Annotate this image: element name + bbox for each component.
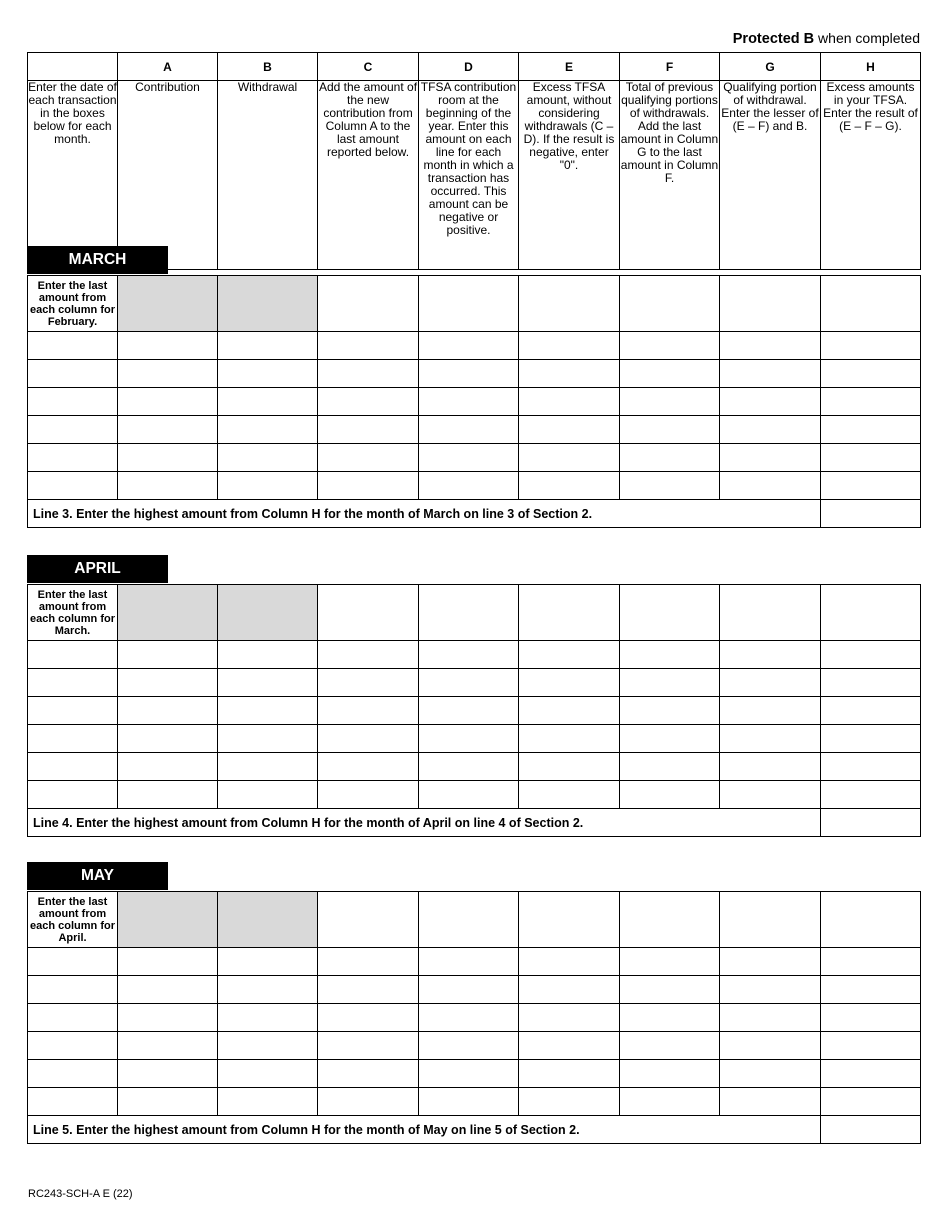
date-cell[interactable]: [28, 697, 118, 725]
amount-cell-h[interactable]: [821, 948, 921, 976]
column-letter-b: B: [218, 53, 318, 81]
may-carry-forward-row: [28, 892, 921, 948]
amount-cell-f[interactable]: [620, 444, 720, 472]
amount-cell-f[interactable]: [620, 360, 720, 388]
carry-forward-cell-f[interactable]: [620, 585, 720, 641]
amount-cell-f[interactable]: [620, 725, 720, 753]
amount-cell-b[interactable]: [218, 1088, 318, 1116]
column-letter-h: H: [821, 53, 921, 81]
date-cell[interactable]: [28, 641, 118, 669]
column-h-description: Excess amounts in your TFSA. Enter the result of (E – F – G).: [821, 81, 921, 270]
amount-cell-h[interactable]: [821, 444, 921, 472]
date-cell[interactable]: [28, 1060, 118, 1088]
line-amount-cell[interactable]: [821, 500, 921, 528]
amount-cell-f[interactable]: [620, 781, 720, 809]
amount-cell-f[interactable]: [620, 332, 720, 360]
date-cell[interactable]: [28, 781, 118, 809]
amount-cell-f[interactable]: [620, 669, 720, 697]
date-cell[interactable]: [28, 1088, 118, 1116]
transaction-row: [28, 1088, 921, 1116]
amount-cell-c[interactable]: [318, 444, 419, 472]
carry-forward-cell-d[interactable]: [419, 276, 519, 332]
amount-cell-c[interactable]: [318, 781, 419, 809]
amount-cell-g[interactable]: [720, 669, 821, 697]
amount-cell-b[interactable]: [218, 753, 318, 781]
column-d-description: TFSA contribution room at the beginning of the year. Enter this amount on each line for each month in which a transaction has occurred. This amount can be negative or positive.: [419, 81, 519, 270]
amount-cell-c[interactable]: [318, 753, 419, 781]
amount-cell-a[interactable]: [118, 360, 218, 388]
amount-cell-a[interactable]: [118, 1060, 218, 1088]
amount-cell-h[interactable]: [821, 781, 921, 809]
amount-cell-d[interactable]: [419, 669, 519, 697]
amount-cell-h[interactable]: [821, 1060, 921, 1088]
amount-cell-f[interactable]: [620, 416, 720, 444]
carry-forward-cell-c[interactable]: [318, 276, 419, 332]
amount-cell-g[interactable]: [720, 444, 821, 472]
amount-cell-a[interactable]: [118, 472, 218, 500]
amount-cell-d[interactable]: [419, 472, 519, 500]
amount-cell-c[interactable]: [318, 360, 419, 388]
line-instruction: Line 4. Enter the highest amount from Column H for the month of April on line 4 of Section 2.: [28, 809, 821, 837]
date-cell[interactable]: [28, 416, 118, 444]
amount-cell-b[interactable]: [218, 669, 318, 697]
may-month-header: MAY: [27, 862, 168, 890]
transaction-row: [28, 725, 921, 753]
carry-forward-cell-d[interactable]: [419, 585, 519, 641]
amount-cell-d[interactable]: [419, 753, 519, 781]
amount-cell-b[interactable]: [218, 948, 318, 976]
amount-cell-h[interactable]: [821, 332, 921, 360]
amount-cell-g[interactable]: [720, 976, 821, 1004]
column-letters-row: [28, 53, 921, 81]
amount-cell-d[interactable]: [419, 725, 519, 753]
amount-cell-h[interactable]: [821, 669, 921, 697]
amount-cell-h[interactable]: [821, 360, 921, 388]
amount-cell-e[interactable]: [519, 472, 620, 500]
march-month-header: MARCH: [27, 246, 168, 274]
april-line-row: [28, 809, 921, 837]
carry-forward-cell-h[interactable]: [821, 585, 921, 641]
amount-cell-e[interactable]: [519, 669, 620, 697]
date-cell[interactable]: [28, 332, 118, 360]
carry-forward-cell-e[interactable]: [519, 892, 620, 948]
amount-cell-c[interactable]: [318, 472, 419, 500]
column-descriptions-row: [28, 81, 921, 270]
column-letter-f: F: [620, 53, 720, 81]
amount-cell-f[interactable]: [620, 388, 720, 416]
amount-cell-c[interactable]: [318, 1060, 419, 1088]
amount-cell-g[interactable]: [720, 641, 821, 669]
amount-cell-a[interactable]: [118, 641, 218, 669]
date-cell[interactable]: [28, 753, 118, 781]
amount-cell-e[interactable]: [519, 444, 620, 472]
column-e-description: Excess TFSA amount, without considering withdrawals (C – D). If the result is negative, enter "0".: [519, 81, 620, 270]
amount-cell-b[interactable]: [218, 444, 318, 472]
amount-cell-d[interactable]: [419, 697, 519, 725]
amount-cell-a[interactable]: [118, 416, 218, 444]
amount-cell-e[interactable]: [519, 1032, 620, 1060]
transaction-row: [28, 1060, 921, 1088]
amount-cell-h[interactable]: [821, 697, 921, 725]
amount-cell-g[interactable]: [720, 753, 821, 781]
column-letter-d: D: [419, 53, 519, 81]
amount-cell-d[interactable]: [419, 1004, 519, 1032]
carry-forward-cell-h[interactable]: [821, 892, 921, 948]
carry-forward-cell-g[interactable]: [720, 892, 821, 948]
shaded-cell-b: [218, 892, 318, 948]
amount-cell-d[interactable]: [419, 976, 519, 1004]
amount-cell-d[interactable]: [419, 332, 519, 360]
amount-cell-b[interactable]: [218, 641, 318, 669]
date-cell[interactable]: [28, 360, 118, 388]
shaded-cell-b: [218, 276, 318, 332]
amount-cell-e[interactable]: [519, 1004, 620, 1032]
amount-cell-a[interactable]: [118, 781, 218, 809]
amount-cell-a[interactable]: [118, 976, 218, 1004]
transaction-row: [28, 416, 921, 444]
amount-cell-d[interactable]: [419, 416, 519, 444]
amount-cell-h[interactable]: [821, 1032, 921, 1060]
amount-cell-f[interactable]: [620, 948, 720, 976]
carry-forward-cell-g[interactable]: [720, 276, 821, 332]
amount-cell-g[interactable]: [720, 1088, 821, 1116]
amount-cell-b[interactable]: [218, 388, 318, 416]
amount-cell-c[interactable]: [318, 976, 419, 1004]
date-cell[interactable]: [28, 976, 118, 1004]
amount-cell-g[interactable]: [720, 948, 821, 976]
amount-cell-h[interactable]: [821, 472, 921, 500]
amount-cell-f[interactable]: [620, 697, 720, 725]
amount-cell-b[interactable]: [218, 1060, 318, 1088]
column-a-description: Contribution: [118, 81, 218, 270]
transaction-row: [28, 444, 921, 472]
shaded-cell-a: [118, 276, 218, 332]
amount-cell-b[interactable]: [218, 360, 318, 388]
amount-cell-d[interactable]: [419, 1032, 519, 1060]
amount-cell-a[interactable]: [118, 1088, 218, 1116]
amount-cell-a[interactable]: [118, 753, 218, 781]
amount-cell-g[interactable]: [720, 1060, 821, 1088]
amount-cell-e[interactable]: [519, 416, 620, 444]
amount-cell-e[interactable]: [519, 1088, 620, 1116]
date-cell[interactable]: [28, 472, 118, 500]
amount-cell-g[interactable]: [720, 1032, 821, 1060]
amount-cell-a[interactable]: [118, 697, 218, 725]
amount-cell-g[interactable]: [720, 472, 821, 500]
amount-cell-c[interactable]: [318, 948, 419, 976]
amount-cell-e[interactable]: [519, 725, 620, 753]
column-letter-e: E: [519, 53, 620, 81]
carry-forward-cell-h[interactable]: [821, 276, 921, 332]
amount-cell-g[interactable]: [720, 416, 821, 444]
date-cell[interactable]: [28, 1032, 118, 1060]
transaction-row: [28, 976, 921, 1004]
amount-cell-h[interactable]: [821, 976, 921, 1004]
amount-cell-c[interactable]: [318, 388, 419, 416]
transaction-row: [28, 388, 921, 416]
transaction-row: [28, 1004, 921, 1032]
amount-cell-e[interactable]: [519, 781, 620, 809]
amount-cell-h[interactable]: [821, 1004, 921, 1032]
transaction-row: [28, 697, 921, 725]
may-line-row: [28, 1116, 921, 1144]
carry-forward-cell-e[interactable]: [519, 276, 620, 332]
amount-cell-f[interactable]: [620, 472, 720, 500]
amount-cell-e[interactable]: [519, 697, 620, 725]
amount-cell-d[interactable]: [419, 388, 519, 416]
amount-cell-e[interactable]: [519, 948, 620, 976]
date-column-description: Enter the date of each transaction in the boxes below for each month.: [28, 81, 118, 270]
protected-suffix: when completed: [814, 30, 920, 46]
amount-cell-c[interactable]: [318, 1032, 419, 1060]
amount-cell-a[interactable]: [118, 332, 218, 360]
carry-forward-label: Enter the last amount from each column for April.: [28, 892, 118, 948]
carry-forward-cell-g[interactable]: [720, 585, 821, 641]
amount-cell-d[interactable]: [419, 1060, 519, 1088]
shaded-cell-a: [118, 585, 218, 641]
protected-label: Protected B: [732, 31, 815, 47]
transaction-row: [28, 332, 921, 360]
amount-cell-d[interactable]: [419, 360, 519, 388]
column-f-description: Total of previous qualifying portions of withdrawals. Add the last amount in Column G to the last amount in Column F.: [620, 81, 720, 270]
amount-cell-a[interactable]: [118, 1032, 218, 1060]
amount-cell-g[interactable]: [720, 697, 821, 725]
amount-cell-a[interactable]: [118, 444, 218, 472]
date-cell[interactable]: [28, 725, 118, 753]
date-cell[interactable]: [28, 1004, 118, 1032]
date-cell[interactable]: [28, 388, 118, 416]
transaction-row: [28, 1032, 921, 1060]
april-table: [27, 584, 921, 837]
column-letter-blank: [28, 53, 118, 81]
amount-cell-b[interactable]: [218, 1032, 318, 1060]
amount-cell-c[interactable]: [318, 641, 419, 669]
amount-cell-e[interactable]: [519, 332, 620, 360]
shaded-cell-b: [218, 585, 318, 641]
amount-cell-a[interactable]: [118, 948, 218, 976]
amount-cell-e[interactable]: [519, 360, 620, 388]
march-carry-forward-row: [28, 276, 921, 332]
amount-cell-b[interactable]: [218, 416, 318, 444]
column-b-description: Withdrawal: [218, 81, 318, 270]
carry-forward-label: Enter the last amount from each column for March.: [28, 585, 118, 641]
march-line-row: [28, 500, 921, 528]
amount-cell-g[interactable]: [720, 725, 821, 753]
amount-cell-g[interactable]: [720, 332, 821, 360]
carry-forward-cell-d[interactable]: [419, 892, 519, 948]
transaction-row: [28, 669, 921, 697]
transaction-row: [28, 753, 921, 781]
line-amount-cell[interactable]: [821, 1116, 921, 1144]
amount-cell-g[interactable]: [720, 360, 821, 388]
date-cell[interactable]: [28, 948, 118, 976]
amount-cell-b[interactable]: [218, 976, 318, 1004]
amount-cell-a[interactable]: [118, 388, 218, 416]
amount-cell-c[interactable]: [318, 725, 419, 753]
carry-forward-cell-c[interactable]: [318, 892, 419, 948]
amount-cell-c[interactable]: [318, 416, 419, 444]
amount-cell-d[interactable]: [419, 641, 519, 669]
line-instruction: Line 3. Enter the highest amount from Column H for the month of March on line 3 of Section 2.: [28, 500, 821, 528]
carry-forward-cell-f[interactable]: [620, 892, 720, 948]
column-letter-c: C: [318, 53, 419, 81]
column-header-table: [27, 52, 921, 270]
amount-cell-d[interactable]: [419, 948, 519, 976]
amount-cell-f[interactable]: [620, 976, 720, 1004]
amount-cell-f[interactable]: [620, 641, 720, 669]
amount-cell-f[interactable]: [620, 753, 720, 781]
march-table: [27, 275, 921, 528]
amount-cell-h[interactable]: [821, 1088, 921, 1116]
amount-cell-d[interactable]: [419, 781, 519, 809]
protected-b-notice: [733, 30, 920, 47]
transaction-row: [28, 472, 921, 500]
amount-cell-b[interactable]: [218, 1004, 318, 1032]
amount-cell-h[interactable]: [821, 641, 921, 669]
transaction-row: [28, 360, 921, 388]
april-month-header: APRIL: [27, 555, 168, 583]
amount-cell-e[interactable]: [519, 976, 620, 1004]
amount-cell-h[interactable]: [821, 725, 921, 753]
amount-cell-f[interactable]: [620, 1032, 720, 1060]
amount-cell-g[interactable]: [720, 1004, 821, 1032]
amount-cell-c[interactable]: [318, 669, 419, 697]
april-carry-forward-row: [28, 585, 921, 641]
amount-cell-a[interactable]: [118, 669, 218, 697]
carry-forward-cell-f[interactable]: [620, 276, 720, 332]
date-cell[interactable]: [28, 444, 118, 472]
amount-cell-h[interactable]: [821, 416, 921, 444]
transaction-row: [28, 641, 921, 669]
carry-forward-cell-e[interactable]: [519, 585, 620, 641]
amount-cell-d[interactable]: [419, 1088, 519, 1116]
date-cell[interactable]: [28, 669, 118, 697]
transaction-row: [28, 948, 921, 976]
amount-cell-b[interactable]: [218, 725, 318, 753]
amount-cell-a[interactable]: [118, 1004, 218, 1032]
amount-cell-c[interactable]: [318, 697, 419, 725]
amount-cell-f[interactable]: [620, 1060, 720, 1088]
column-letter-a: A: [118, 53, 218, 81]
column-g-description: Qualifying portion of withdrawal. Enter the lesser of (E – F) and B.: [720, 81, 821, 270]
carry-forward-label: Enter the last amount from each column for February.: [28, 276, 118, 332]
amount-cell-h[interactable]: [821, 388, 921, 416]
amount-cell-d[interactable]: [419, 444, 519, 472]
amount-cell-a[interactable]: [118, 725, 218, 753]
amount-cell-b[interactable]: [218, 332, 318, 360]
amount-cell-b[interactable]: [218, 472, 318, 500]
carry-forward-cell-c[interactable]: [318, 585, 419, 641]
amount-cell-h[interactable]: [821, 753, 921, 781]
amount-cell-f[interactable]: [620, 1004, 720, 1032]
amount-cell-c[interactable]: [318, 1004, 419, 1032]
transaction-row: [28, 781, 921, 809]
amount-cell-g[interactable]: [720, 388, 821, 416]
may-table: [27, 891, 921, 1144]
amount-cell-e[interactable]: [519, 388, 620, 416]
amount-cell-b[interactable]: [218, 697, 318, 725]
amount-cell-e[interactable]: [519, 753, 620, 781]
column-c-description: Add the amount of the new contribution from Column A to the last amount reported below.: [318, 81, 419, 270]
amount-cell-c[interactable]: [318, 332, 419, 360]
amount-cell-e[interactable]: [519, 1060, 620, 1088]
shaded-cell-a: [118, 892, 218, 948]
amount-cell-c[interactable]: [318, 1088, 419, 1116]
amount-cell-e[interactable]: [519, 641, 620, 669]
line-amount-cell[interactable]: [821, 809, 921, 837]
line-instruction: Line 5. Enter the highest amount from Column H for the month of May on line 5 of Section 2.: [28, 1116, 821, 1144]
amount-cell-f[interactable]: [620, 1088, 720, 1116]
amount-cell-g[interactable]: [720, 781, 821, 809]
column-letter-g: G: [720, 53, 821, 81]
form-id: RC243-SCH-A E (22): [28, 1188, 133, 1200]
amount-cell-b[interactable]: [218, 781, 318, 809]
